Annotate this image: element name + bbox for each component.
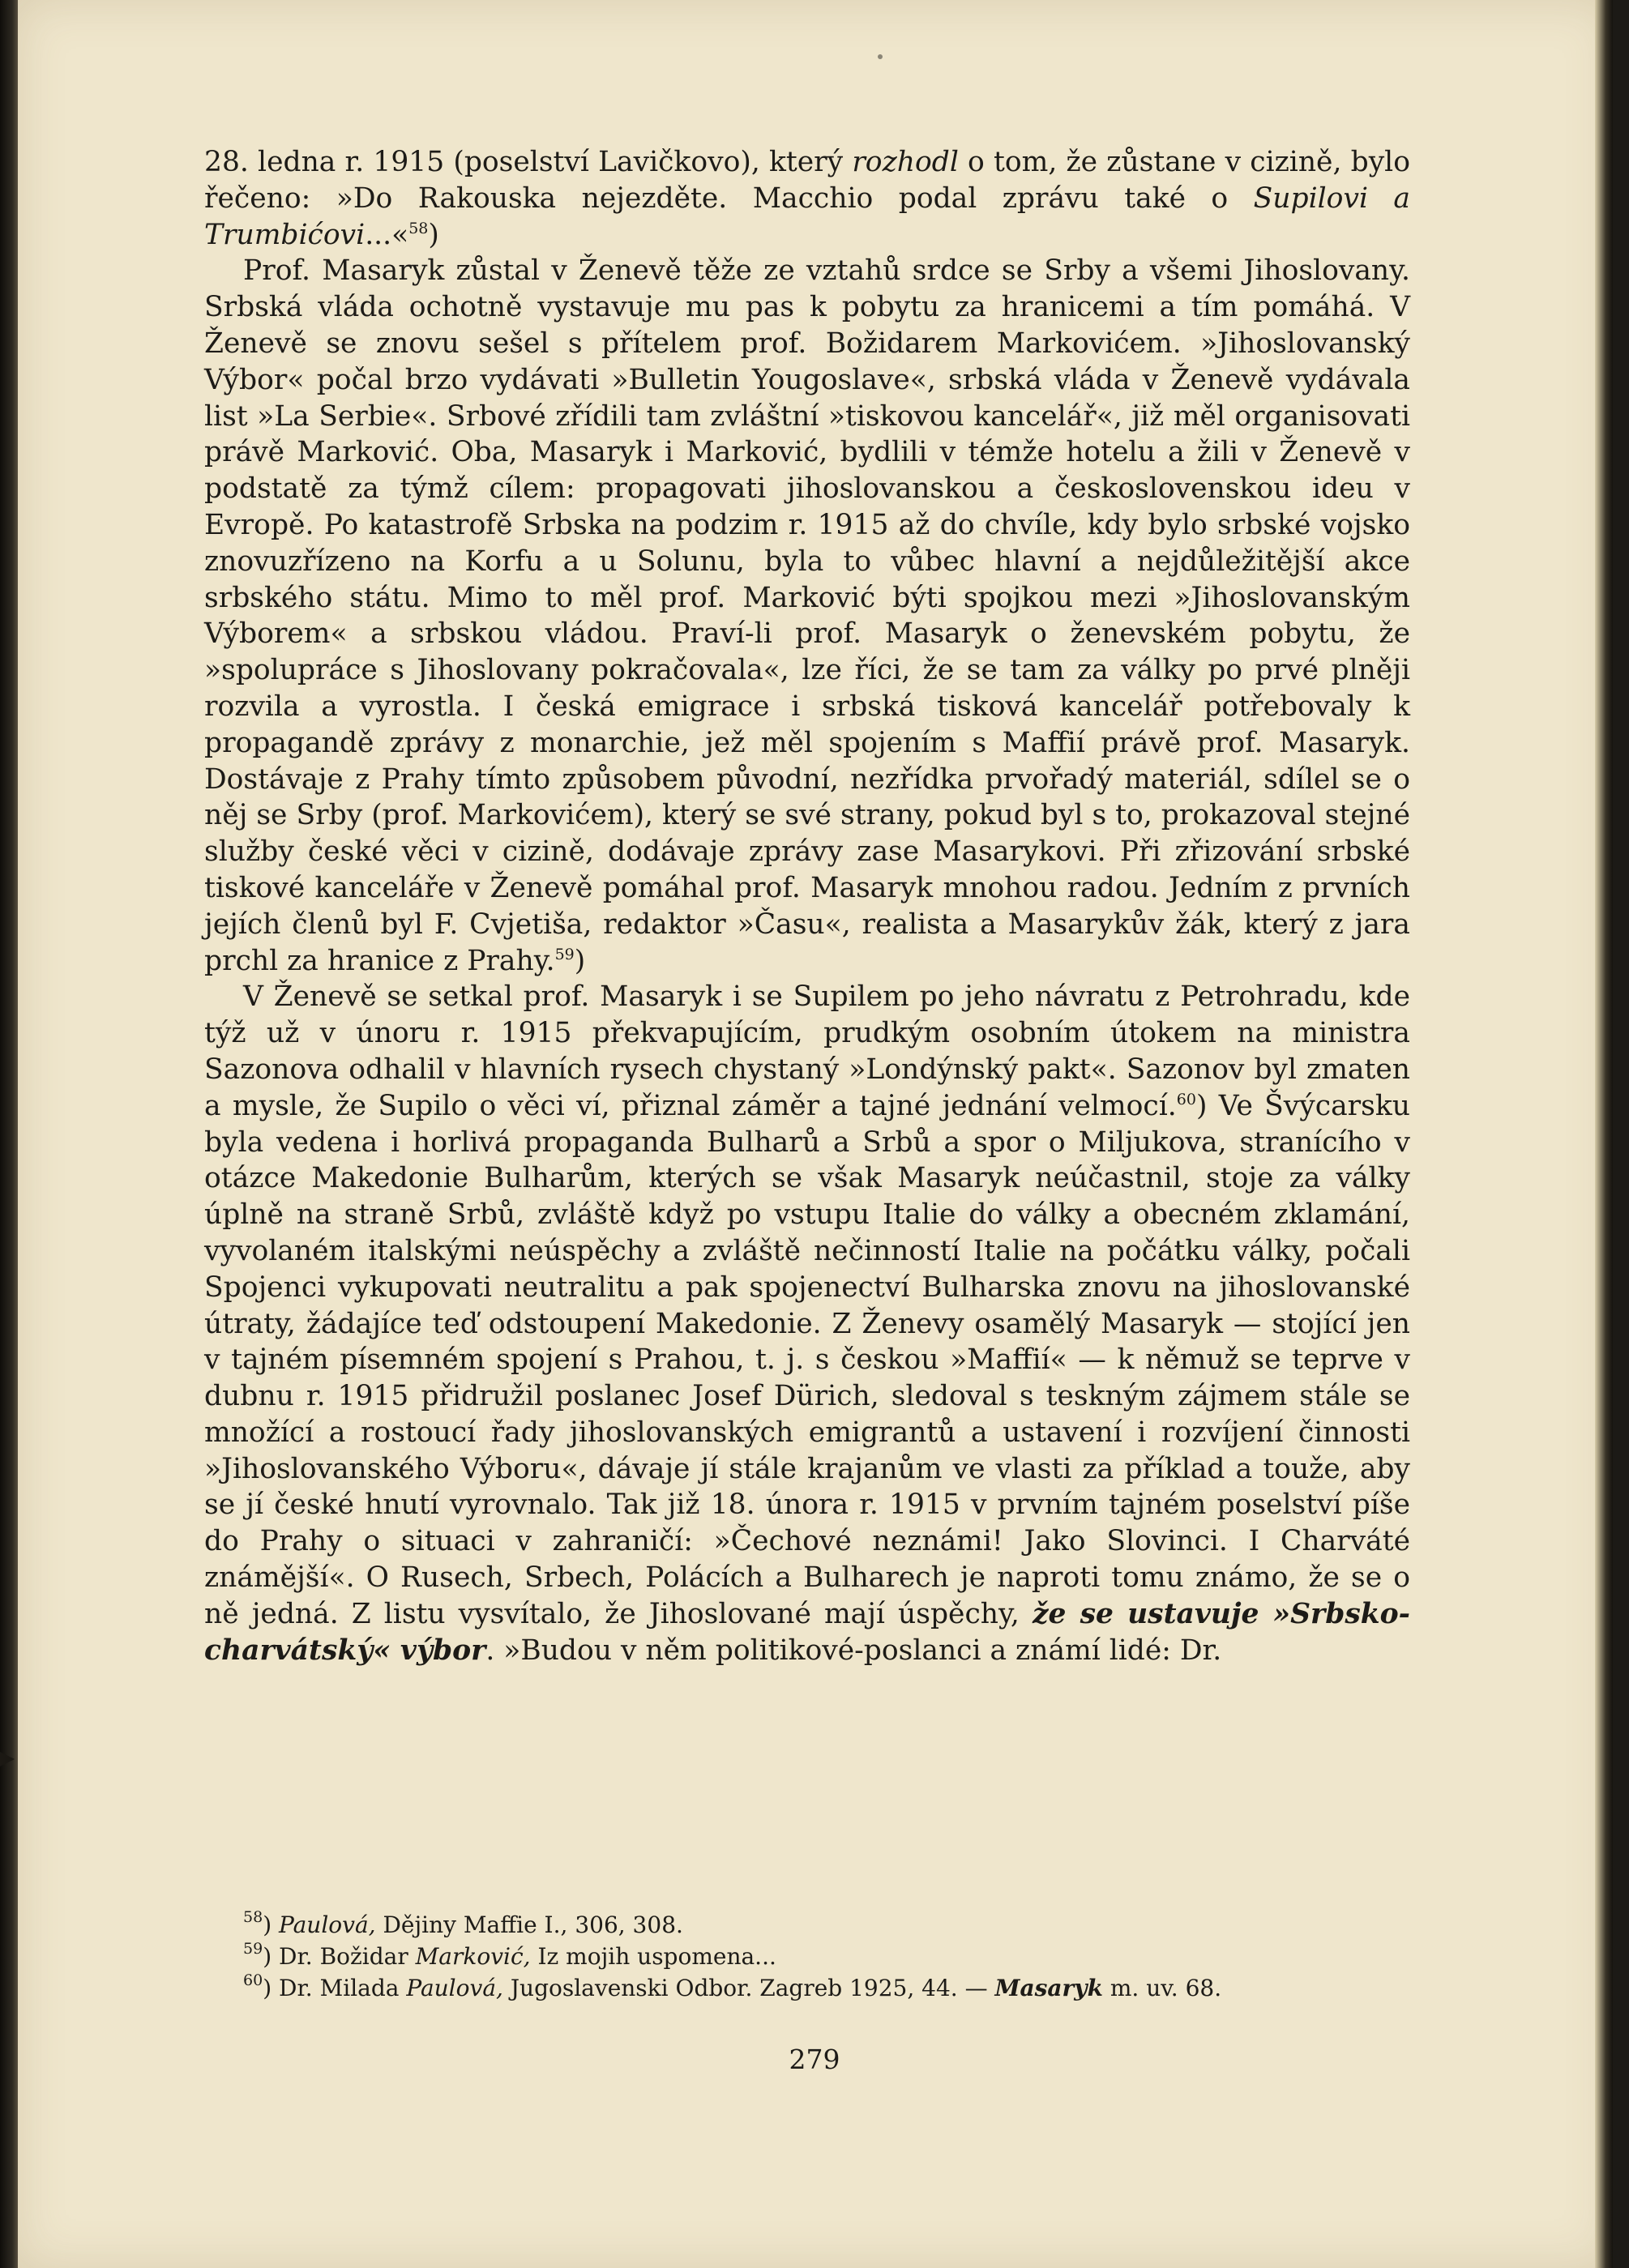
footnote-58 <box>204 1909 1410 1941</box>
footnote-ref: 60 <box>243 1971 263 1989</box>
margin-arrow-icon <box>0 1752 15 1766</box>
page-speck <box>878 54 883 59</box>
text-run: Masaryk <box>994 1975 1103 2001</box>
text-run: ) Dr. Milada <box>263 1975 407 2001</box>
text-run: rozhodl <box>852 146 959 178</box>
paragraph-2 <box>204 253 1410 979</box>
text-run: m. uv. 68. <box>1102 1975 1222 2001</box>
text-run: ) <box>428 218 439 251</box>
footnote-ref: 58 <box>243 1908 263 1926</box>
body-text <box>204 144 1410 1668</box>
paragraph-1 <box>204 144 1410 253</box>
footnote-59 <box>204 1941 1410 1972</box>
footnote-ref: 59 <box>554 945 575 963</box>
footnote-ref: 59 <box>243 1940 263 1958</box>
text-run: Jugoslavenski Odbor. Zagreb 1925, 44. — <box>502 1975 995 2001</box>
text-run: . »Budou v něm politikové-poslanci a známí lidé: Dr. <box>485 1634 1222 1667</box>
text-run: ) <box>263 1911 280 1938</box>
footnote-ref: 58 <box>408 219 429 237</box>
text-run: Supilovi a Trumbićovi <box>204 182 1410 251</box>
text-run: V Ženevě se setkal prof. Masaryk i se Supilem po jeho návratu z Petrohradu, kde týž už v únoru r. 1915 překvapujícím, prudkým osobním útokem na ministra Sazonova odhalil v hlavních rysech chystaný »Londýnský pakt«. Sazonov byl zmaten a mysle, že Supilo o věci ví, přiznal záměr a tajné jednání velmocí. <box>204 980 1410 1122</box>
text-run: Paulová, <box>406 1975 503 2001</box>
footnote-60 <box>204 1972 1410 2004</box>
book-spine-shadow <box>0 0 18 2268</box>
footnotes <box>204 1909 1410 2004</box>
text-run: ...« <box>365 218 409 251</box>
footnote-ref: 60 <box>1176 1090 1196 1108</box>
page-number: 279 <box>789 2044 840 2075</box>
text-run: Paulová, <box>279 1911 376 1938</box>
text-run: ) Dr. Božidar <box>263 1943 416 1970</box>
page-edge-shadow <box>1595 0 1613 2268</box>
text-run: Marković, <box>415 1943 531 1970</box>
text-run: ) <box>574 944 586 977</box>
text-run: 28. ledna r. 1915 (poselství Lavičkovo), který <box>204 146 853 178</box>
text-run: Dějiny Maffie I., 306, 308. <box>375 1911 683 1938</box>
text-run: že se ustavuje »Srbsko-charvátský« výbor <box>204 1597 1410 1667</box>
text-run: Iz mojih uspomena... <box>530 1943 776 1970</box>
text-run: o tom, že zůstane v cizině, bylo řečeno: »Do Rakouska nejezděte. Macchio podal zprávu také o <box>204 146 1410 215</box>
text-run: Prof. Masaryk zůstal v Ženevě těže ze vztahů srdce se Srby a všemi Jihoslovany. Srbská vláda ochotně vystavuje mu pas k pobytu za hranicemi a tím pomáhá. V Ženevě se znovu sešel s přítelem prof. Božidarem Markovićem. »Jihoslovanský Výbor« počal brzo vydávati »Bulletin Yougoslave«, srbská vláda v Ženevě vydávala list »La Serbie«. Srbové zřídili tam zvláštní »tiskovou kancelář«, již měl organisovati právě Marković. Oba, Masaryk i Marković, bydlili v témže hotelu a žili v Ženevě v podstatě za týmž cílem: propagovati jihoslovanskou a československou ideu v Evropě. Po katastrofě Srbska na podzim r. 1915 až do chvíle, kdy bylo srbské vojsko znovuzřízeno na Korfu a u Solunu, byla to vůbec hlavní a nejdůležitější akce srbského státu. Mimo to měl prof. Marković býti spojkou mezi »Jihoslovanským Výborem« a srbskou vládou. Praví-li prof. Masaryk o ženevském pobytu, že »spolupráce s Jihoslovany pokračovala«, lze říci, že se tam za války po prvé plněji rozvila a vyrostla. I česká emigrace i srbská tisková kancelář potřebovaly k propagandě zprávy z monarchie, jež měl spojením s Maffií právě prof. Masaryk. Dostávaje z Prahy tímto způsobem původní, nezřídka prvořadý materiál, sdílel se o něj se Srby (prof. Markovićem), který se své strany, pokud byl s to, prokazoval stejné služby české věci v cizině, dodávaje zprávy zase Masarykovi. Při zřizování srbské tiskové kanceláře v Ženevě pomáhal prof. Masaryk mnohou radou. Jedním z prvních jejích členů byl F. Cvjetiša, redaktor »Času«, realista a Masarykův žák, který z jara prchl za hranice z Prahy. <box>204 254 1410 977</box>
paragraph-3 <box>204 979 1410 1668</box>
text-run: ) Ve Švýcarsku byla vedena i horlivá propaganda Bulharů a Srbů a spor o Miljukova, stranícího v otázce Makedonie Bulharům, kterých se však Masaryk neúčastnil, stoje za války úplně na straně Srbů, zvláště když po vstupu Italie do války a obecném zklamání, vyvolaném italskými neúspěchy a zvláště nečinností Italie na počátku války, počali Spojenci vykupovati neutralitu a pak spojenectví Bulharska znovu na jihoslovanské útraty, žádajíce teď odstoupení Makedonie. Z Ženevy osamělý Masaryk — stojící jen v tajném písemném spojení s Prahou, t. j. s českou »Maffií« — k němuž se teprve v dubnu r. 1915 přidružil poslanec Josef Dürich, sledoval s teskným zájmem stále se množící a rostoucí řady jihoslovanských emigrantů a ustavení i rozvíjení činnosti »Jihoslovanského Výboru«, dávaje jí stále krajanům ve vlasti za příklad a touže, aby se jí české hnutí vyrovnalo. Tak již 18. února r. 1915 v prvním tajném poselství píše do Prahy o situaci v zahraničí: »Čechové neznámi! Jako Slovinci. I Charváté známější«. O Rusech, Srbech, Polácích a Bulharech je naproti tomu známo, že se o ně jedná. Z listu vysvítalo, že Jihoslované mají úspěchy, <box>204 1089 1410 1630</box>
